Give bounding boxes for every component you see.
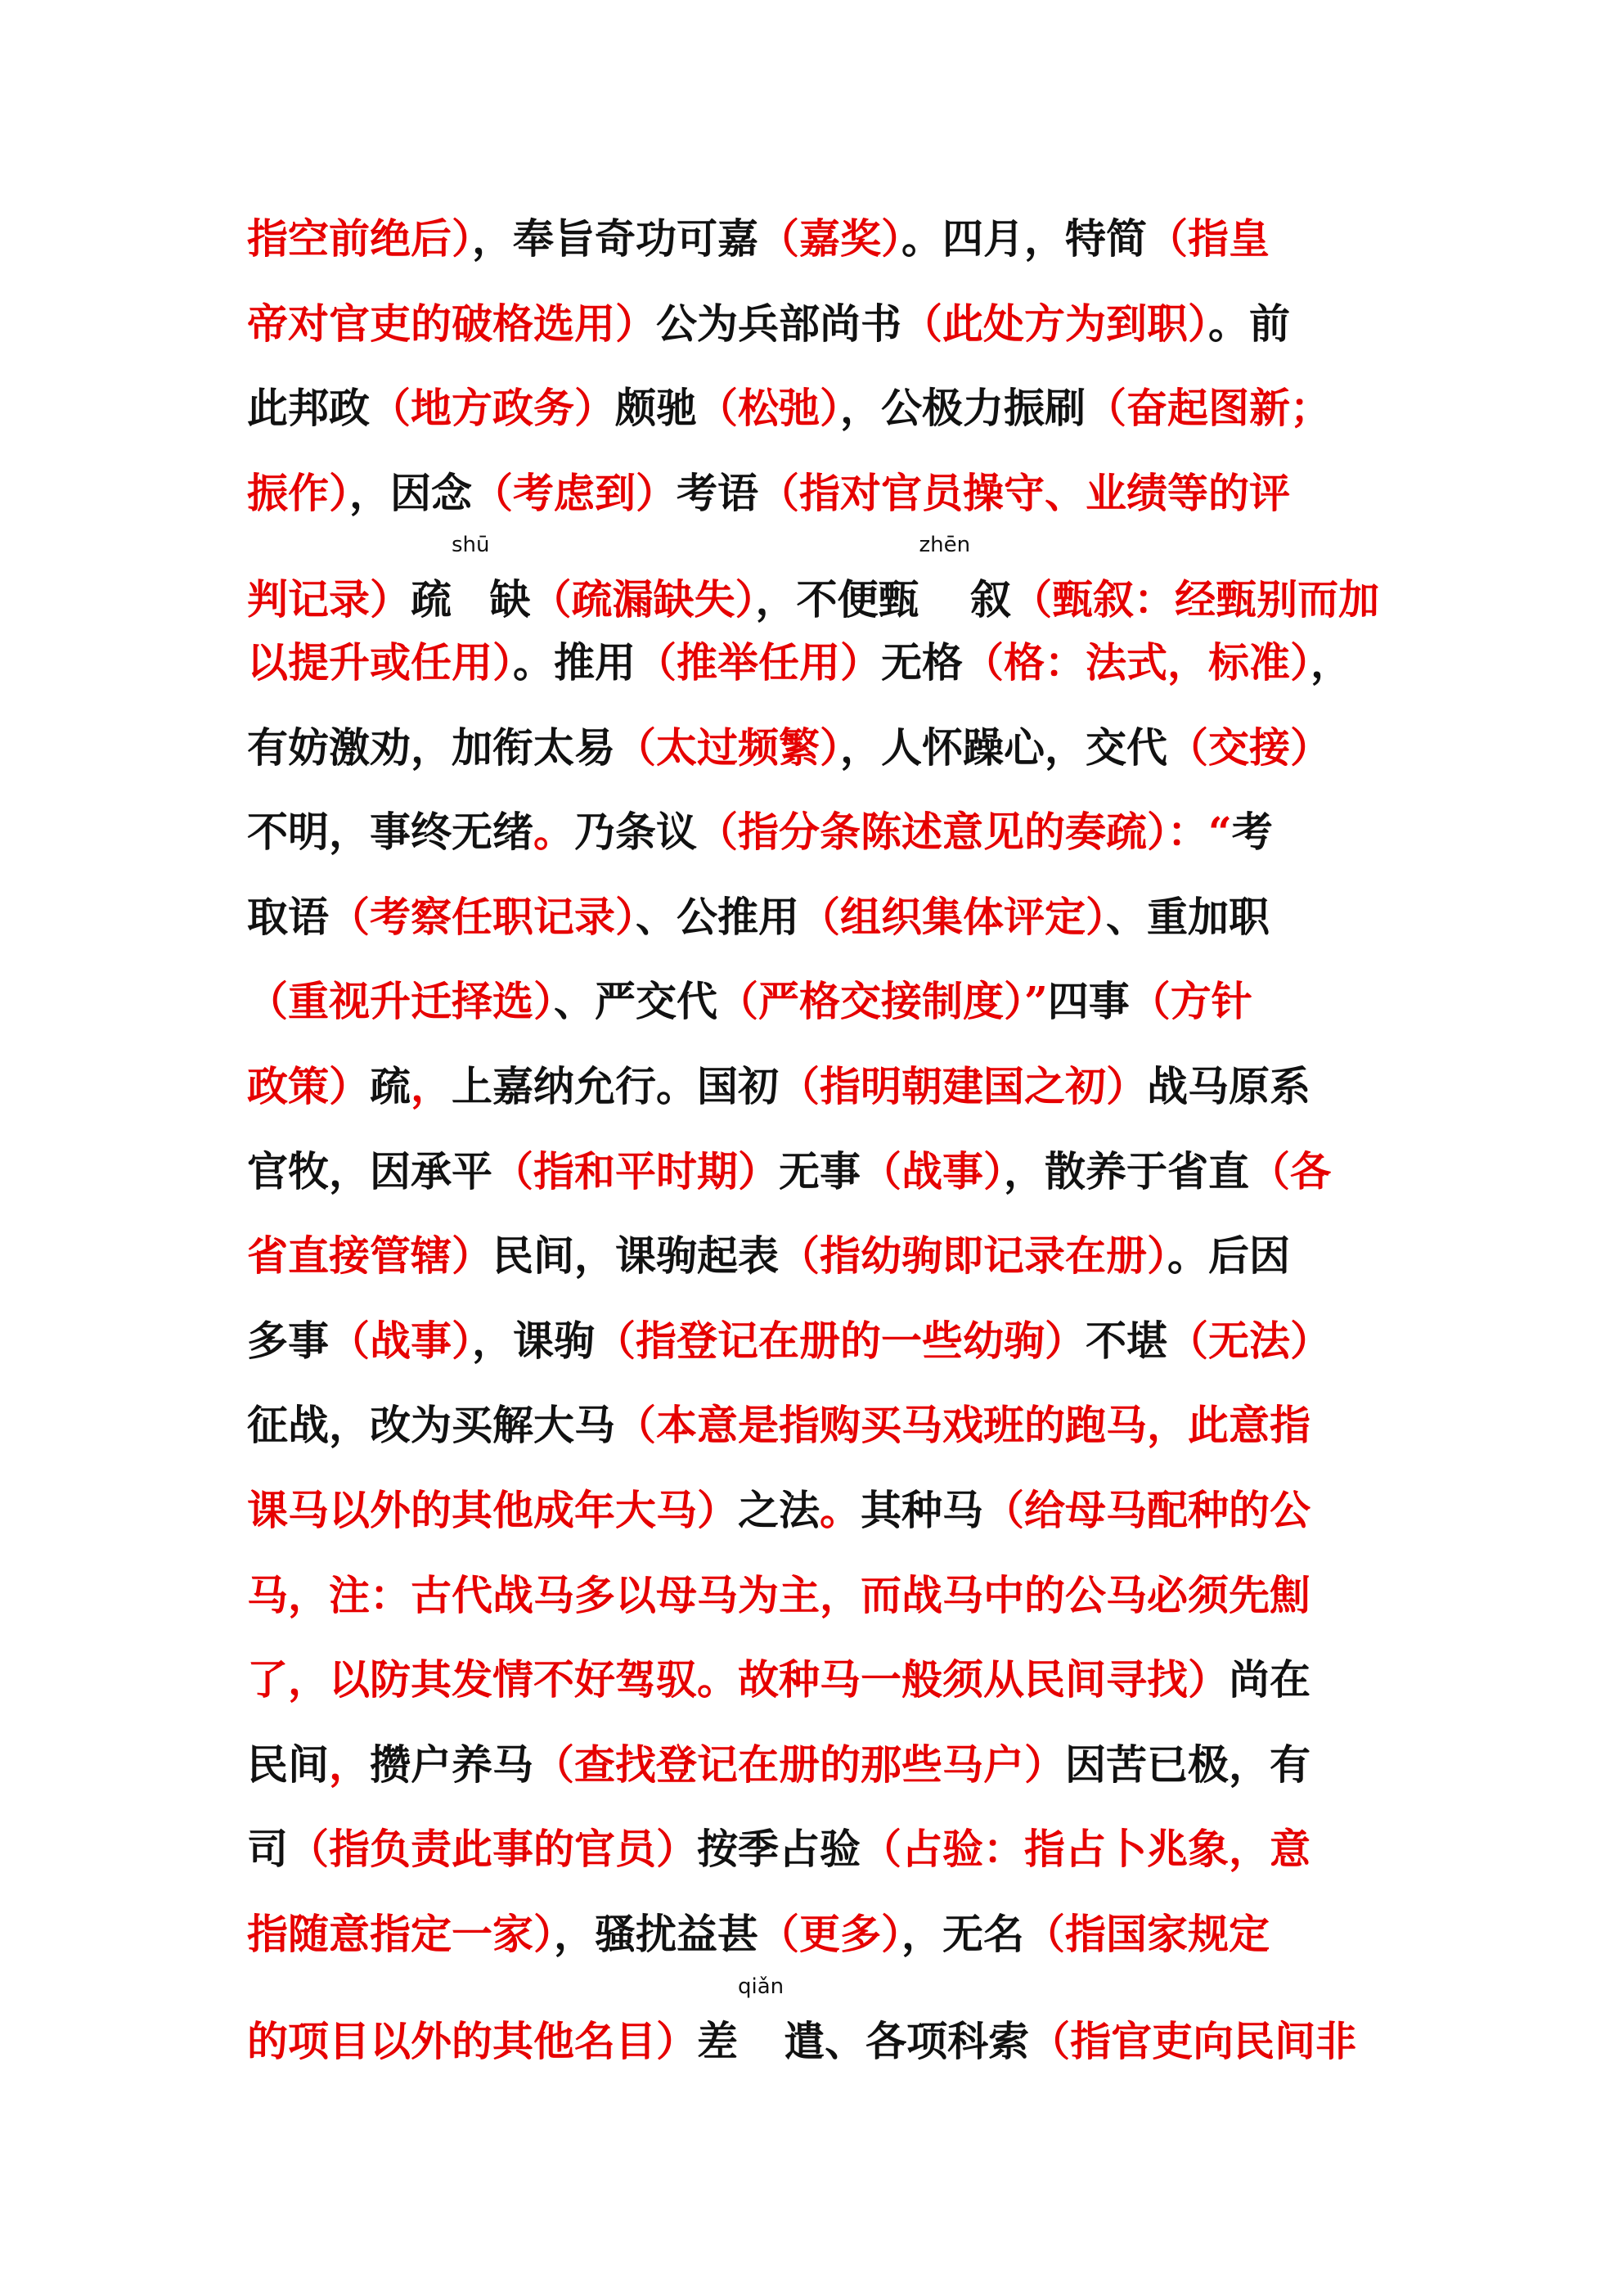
body-text: 。后因 — [1167, 1231, 1290, 1281]
annotation-text: （指负责此事的官员） — [288, 1825, 697, 1874]
body-text: 其种马 — [861, 1486, 983, 1534]
body-text: ，因念 — [349, 468, 472, 517]
annotation-text: （疏漏缺失） — [530, 575, 756, 624]
annotation-text: 判记录） — [247, 575, 411, 624]
annotated-character — [697, 1974, 785, 2065]
annotation-text: （指分条陈述意见的奏疏）：“ — [697, 808, 1232, 857]
text-line — [247, 620, 1384, 705]
body-text: 上嘉纳允行。国初 — [452, 1062, 779, 1110]
annotated-character-base: 甄 — [878, 575, 919, 624]
body-text: 因苦已极，有 — [1065, 1740, 1311, 1789]
annotation-text: （重视升迁择选） — [247, 977, 554, 1026]
body-text: 遣、各项科索 — [784, 2016, 1030, 2065]
annotation-text: 振作） — [247, 468, 349, 517]
body-text: 缺 — [489, 575, 531, 624]
text-line — [247, 790, 1384, 875]
annotated-character — [878, 533, 971, 624]
body-text: ，人怀躁心，交代 — [840, 723, 1167, 772]
annotation-text: （组织集体评定） — [799, 892, 1106, 941]
text-line — [247, 875, 1384, 960]
annotation-text: （推举任用） — [636, 638, 881, 687]
body-text: 官牧，因承平 — [247, 1146, 492, 1195]
annotation-text: （战事） — [861, 1146, 1004, 1195]
body-text: 民间，课驹起表 — [492, 1231, 779, 1281]
annotation-text: 指空前绝后） — [247, 214, 472, 263]
annotation-text: （指国家规定 — [1024, 1910, 1270, 1958]
body-text: 考语 — [677, 468, 758, 517]
body-text: 叙 — [970, 575, 1012, 624]
annotation-text: （指官吏向民间非 — [1029, 2016, 1357, 2065]
body-text: 多事 — [247, 1316, 329, 1365]
body-text: 攒户养马 — [370, 1740, 533, 1789]
annotation-text: （奋起图新； — [1086, 384, 1331, 433]
annotation-text: 课马以外的其他成年大马） — [247, 1486, 738, 1534]
text-line — [247, 1299, 1384, 1384]
pinyin-annotation: zhēn — [919, 533, 971, 558]
body-text: 不明，事终无绪 — [247, 808, 533, 857]
text-line — [247, 1807, 1384, 1892]
body-text: 、公推用 — [636, 892, 799, 941]
body-text: 颇驰 — [615, 384, 697, 433]
body-text: 四事 — [1047, 977, 1130, 1026]
annotation-text: （地方政务） — [370, 384, 615, 433]
annotation-text: （甄叙：经甄别而加 — [1011, 575, 1380, 624]
text-line — [247, 705, 1384, 790]
text-line — [247, 1383, 1384, 1468]
body-text: 之法 — [738, 1486, 820, 1534]
annotated-character-base: 差 — [697, 2016, 738, 2065]
body-text: 司 — [247, 1825, 288, 1874]
annotation-text: ， — [329, 1740, 370, 1789]
body-text: 取语 — [247, 892, 329, 941]
annotation-text: 政策） — [247, 1062, 370, 1110]
annotation-text: 。 — [533, 808, 574, 857]
body-text: 。前 — [1208, 299, 1290, 348]
text-line — [247, 1892, 1384, 1977]
annotation-text: （指皇 — [1147, 214, 1270, 263]
text-line — [247, 1044, 1384, 1129]
body-text: 。四月，特简 — [901, 214, 1147, 263]
annotation-text: 的项目以外的其他名目） — [247, 2016, 697, 2065]
pinyin-annotation: qiǎn — [738, 1974, 785, 1999]
annotation-text: （本意是指购买马戏班的跑马，此意指 — [615, 1401, 1311, 1450]
body-text: ，不便 — [755, 575, 879, 624]
annotation-text: 省直接管辖） — [247, 1231, 492, 1281]
annotation-text: 马，注：古代战马多以母马为主，而战马中的公马必须先劁 — [247, 1570, 1311, 1619]
annotation-text: （指登记在册的一些幼驹） — [595, 1316, 1086, 1365]
annotation-text: 以提升或任用） — [247, 638, 513, 687]
body-text: ，公极力振刷 — [840, 384, 1086, 433]
text-line — [247, 1974, 1384, 2065]
text-line — [247, 196, 1384, 281]
annotation-text: （无法） — [1167, 1316, 1331, 1365]
text-line — [247, 1553, 1384, 1638]
annotation-text: （太过频繁） — [615, 723, 840, 772]
annotation-text: （方针 — [1129, 977, 1252, 1026]
body-text: ， — [1311, 638, 1351, 687]
body-text: 、重加职 — [1106, 892, 1270, 941]
annotation-text: （给母马配种的公 — [983, 1486, 1311, 1534]
annotation-text: （指幼驹即记录在册） — [779, 1231, 1167, 1281]
annotated-character — [411, 533, 490, 624]
body-text: 无事 — [779, 1146, 861, 1195]
annotation-text: ， — [411, 1062, 452, 1110]
annotation-text: （格：法式，标准） — [963, 638, 1311, 687]
body-text: ，无名 — [901, 1910, 1024, 1958]
annotation-text: （战事） — [329, 1316, 472, 1365]
body-text: 无格 — [881, 638, 963, 687]
text-line — [247, 281, 1384, 367]
annotation-text: 。 — [820, 1486, 861, 1534]
text-line — [247, 1637, 1384, 1722]
body-text: ，奉旨奇功可嘉 — [472, 214, 758, 263]
annotation-text: （考察任职记录） — [329, 892, 636, 941]
annotation-text: （松弛） — [697, 384, 840, 433]
body-text: 疏 — [370, 1062, 411, 1110]
annotation-text: 指随意指定一家） — [247, 1910, 554, 1958]
body-text: 公为兵部尚书 — [656, 299, 901, 348]
body-text: 乃条议 — [574, 808, 697, 857]
body-text: 此邦政 — [247, 384, 370, 433]
body-text: 。推用 — [513, 638, 636, 687]
body-text: ，散养于省直 — [1004, 1146, 1249, 1195]
annotated-character-base: 疏 — [411, 575, 452, 624]
annotation-text: （指对官员操守、业绩等的评 — [758, 468, 1290, 517]
body-text: 有妨激劝，加衔太易 — [247, 723, 615, 772]
body-text: 考 — [1231, 808, 1273, 857]
annotation-text: （更多） — [758, 1910, 901, 1958]
body-text: 不堪 — [1086, 1316, 1167, 1365]
text-line — [247, 533, 1384, 624]
pinyin-annotation: shū — [452, 533, 490, 558]
annotation-text: （考虑到） — [472, 468, 677, 517]
annotation-text: （指和平时期） — [492, 1146, 779, 1195]
annotation-text: （各 — [1249, 1146, 1331, 1195]
text-line — [247, 959, 1384, 1044]
body-text: 、严交代 — [554, 977, 717, 1026]
annotation-text: （交接） — [1167, 723, 1331, 772]
text-line — [247, 366, 1384, 451]
body-text: ，骚扰益甚 — [554, 1910, 758, 1958]
body-text: ，课驹 — [472, 1316, 595, 1365]
annotation-text: 帝对官吏的破格选用） — [247, 299, 656, 348]
annotation-text: （指明朝建国之初） — [779, 1062, 1147, 1110]
annotation-text: （查找登记在册的那些马户） — [533, 1740, 1065, 1789]
text-line — [247, 1213, 1384, 1299]
body-text: 尚在 — [1229, 1655, 1311, 1704]
body-text: 按季占验 — [697, 1825, 861, 1874]
text-line — [247, 1129, 1384, 1214]
body-text: 战马原系 — [1147, 1062, 1311, 1110]
annotation-text: （嘉奖） — [758, 214, 901, 263]
text-line — [247, 1722, 1384, 1808]
text-line — [247, 1468, 1384, 1553]
annotation-text: （此处方为到职） — [901, 299, 1208, 348]
annotation-text: （严格交接制度）” — [717, 977, 1048, 1026]
annotation-text: 了，以防其发情不好驾驭。故种马一般须从民间寻找） — [247, 1655, 1229, 1704]
text-line — [247, 451, 1384, 536]
body-text: 民间 — [247, 1740, 329, 1789]
body-text: 征战，改为买解大马 — [247, 1401, 615, 1450]
annotation-text: （占验：指占卜兆象，意 — [861, 1825, 1311, 1874]
